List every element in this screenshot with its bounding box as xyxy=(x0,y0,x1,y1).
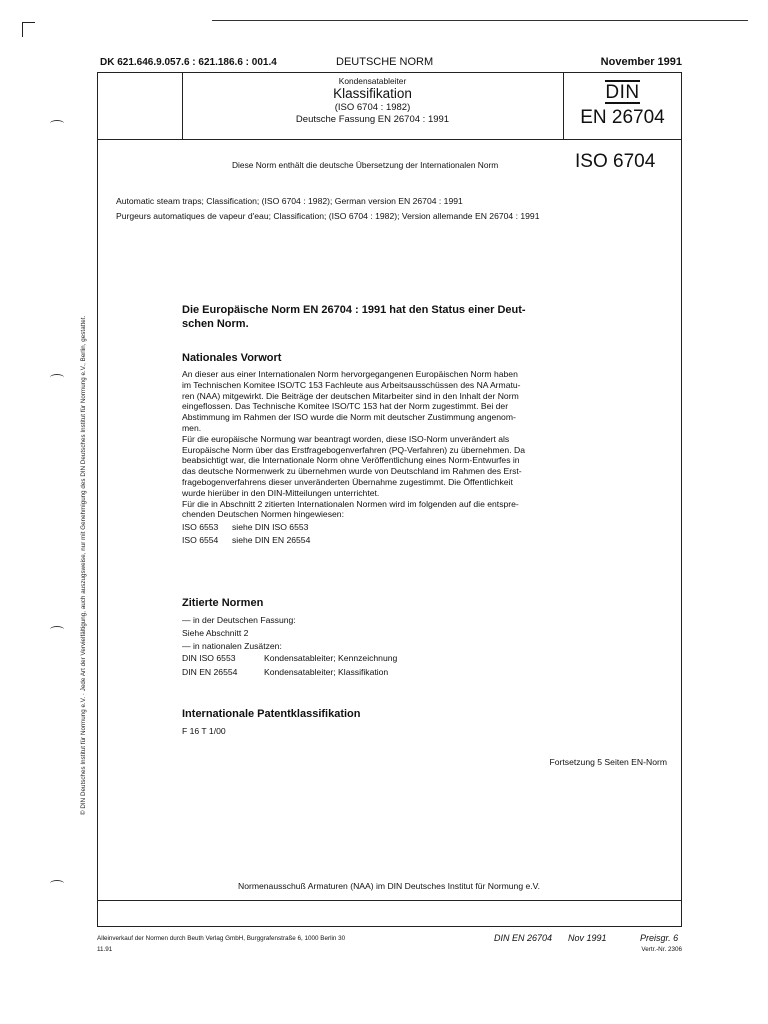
reference-row xyxy=(182,535,525,546)
footer-month: Nov 1991 xyxy=(568,933,607,943)
header-bottom-rule xyxy=(98,139,681,140)
norm-type: DEUTSCHE NORM xyxy=(336,56,434,68)
top-rule xyxy=(212,20,748,21)
foreword-line: eingeflossen. Das Technische Komitee ISO/TC 153 hat der Norm zugestimmt. Bei der xyxy=(182,401,509,412)
reference-din: siehe DIN EN 26554 xyxy=(232,534,311,545)
crop-mark xyxy=(22,22,35,37)
footer-price-group: Preisgr. 6 xyxy=(640,933,679,943)
foreword-line: im Technischen Komitee ISO/TC 153 Fachleute aus Arbeitsausschüssen des NA Armatu- xyxy=(182,379,521,390)
reference-row xyxy=(182,522,525,533)
iso-reference: (ISO 6704 : 1982) xyxy=(334,102,411,113)
dk-number: DK 621.646.9.057.6 : 621.186.6 : 001.4 xyxy=(100,57,277,68)
reference-iso: ISO 6554 xyxy=(182,534,219,545)
foreword-line: Für die in Abschnitt 2 zitierten Internationalen Normen wird im folgenden auf die entspre- xyxy=(182,498,519,509)
cited-german-label: — in der Deutschen Fassung: xyxy=(182,615,296,625)
punch-hole-mark xyxy=(50,374,64,381)
foreword-heading: Nationales Vorwort xyxy=(182,352,282,364)
foreword-line: chenden Deutschen Normen hingewiesen: xyxy=(182,509,344,520)
sales-note: Alleinverkauf der Normen durch Beuth Verlag GmbH, Burggrafenstraße 6, 1000 Berlin 30 xyxy=(97,935,346,942)
cited-national-label: — in nationalen Zusätzen: xyxy=(182,640,282,651)
footer-ref-line xyxy=(440,933,685,943)
document-title: Klassifikation xyxy=(333,86,412,101)
foreword-line: Europäische Norm über das Erstfragebogenverfahren (PQ-Verfahren) zu übernehmen. Da xyxy=(182,444,525,455)
english-title: Automatic steam traps; Classification; (ISO 6704 : 1982); German version EN 26704 : 1991 xyxy=(116,196,463,206)
reference-iso: ISO 6553 xyxy=(182,522,219,533)
en-number: EN 26704 xyxy=(580,107,665,128)
foreword-line: An dieser aus einer Internationalen Norm hervorgegangenen Europäischen Norm haben xyxy=(182,369,518,379)
cited-code: DIN ISO 6553 xyxy=(182,653,236,664)
print-date: 11.91 xyxy=(97,946,113,953)
cited-title: Kondensatableiter; Kennzeichnung xyxy=(264,653,398,664)
title-block xyxy=(182,76,563,126)
cited-row xyxy=(182,653,397,664)
vertrieb-number: Vertr.-Nr. 2306 xyxy=(641,946,682,953)
publication-date: November 1991 xyxy=(600,56,682,68)
subject-small: Kondensatableiter xyxy=(338,76,407,86)
cited-heading: Zitierte Normen xyxy=(182,597,264,609)
din-logo: DIN xyxy=(605,82,640,103)
reference-din: siehe DIN ISO 6553 xyxy=(232,522,309,533)
foreword-line: Abstimmung im Rahmen der ISO wurde die Norm mit deutscher Zustimmung angenom- xyxy=(182,412,516,423)
footer-top-rule xyxy=(98,900,681,901)
copyright-sidebar: © DIN Deutsches Institut für Normung e.V. · Jede Art der Vervielfältigung, auch auszugsweise, nur mit Genehmigung des DIN Deutsches Institut für Normung e.V., Berlin, gestattet. xyxy=(80,315,87,815)
punch-hole-mark xyxy=(50,880,64,887)
foreword-line: ren (NAA) mitgewirkt. Die Beiträge der deutschen Mitarbeiter sind in den Inhalt der Norm xyxy=(182,390,519,401)
punch-hole-mark xyxy=(50,120,64,127)
foreword-line: men. xyxy=(182,422,202,433)
cited-see-section: Siehe Abschnitt 2 xyxy=(182,627,249,638)
foreword-line: wurde hierüber in den DIN-Mitteilungen unterrichtet. xyxy=(182,487,380,498)
translation-note: Diese Norm enthält die deutsche Übersetzung der Internationalen Norm xyxy=(232,160,499,170)
continuation-note: Fortsetzung 5 Seiten EN-Norm xyxy=(549,757,667,767)
iso-number: ISO 6704 xyxy=(575,151,656,172)
foreword-line: das deutsche Normenwerk zu übernehmen wurde von Deutschland im Rahmen des Erst- xyxy=(182,466,522,477)
cited-row xyxy=(182,667,397,678)
french-title: Purgeurs automatiques de vapeur d'eau; Classification; (ISO 6704 : 1982); Version allemande EN 26704 : 1991 xyxy=(116,211,540,221)
foreword-line: beabsichtigt war, die Internationale Norm ohne Veröffentlichung eines Norm-Entwurfes in xyxy=(182,455,520,466)
status-line: schen Norm. xyxy=(182,317,249,330)
foreword-body xyxy=(182,369,525,546)
patent-code: F 16 T 1/00 xyxy=(182,726,226,736)
cited-body xyxy=(182,615,397,678)
din-logo-block xyxy=(563,80,682,130)
footer-din-ref: DIN EN 26704 xyxy=(494,933,553,943)
status-line: Die Europäische Norm EN 26704 : 1991 hat den Status einer Deut- xyxy=(182,304,526,316)
committee-line: Normenausschuß Armaturen (NAA) im DIN Deutsches Institut für Normung e.V. xyxy=(237,881,540,891)
cited-title: Kondensatableiter; Klassifikation xyxy=(264,667,389,678)
foreword-line: Für die europäische Normung war beantragt worden, diese ISO-Norm unverändert als xyxy=(182,433,510,444)
punch-hole-mark xyxy=(50,626,64,633)
version-line: Deutsche Fassung EN 26704 : 1991 xyxy=(295,114,450,125)
foreword-line: fragebogenverfahrens dieser unveränderten Übernahme zugestimmt. Die Öffentlichkeit xyxy=(182,476,513,487)
status-statement xyxy=(182,304,526,331)
cited-code: DIN EN 26554 xyxy=(182,667,238,678)
patent-heading: Internationale Patentklassifikation xyxy=(182,708,361,720)
